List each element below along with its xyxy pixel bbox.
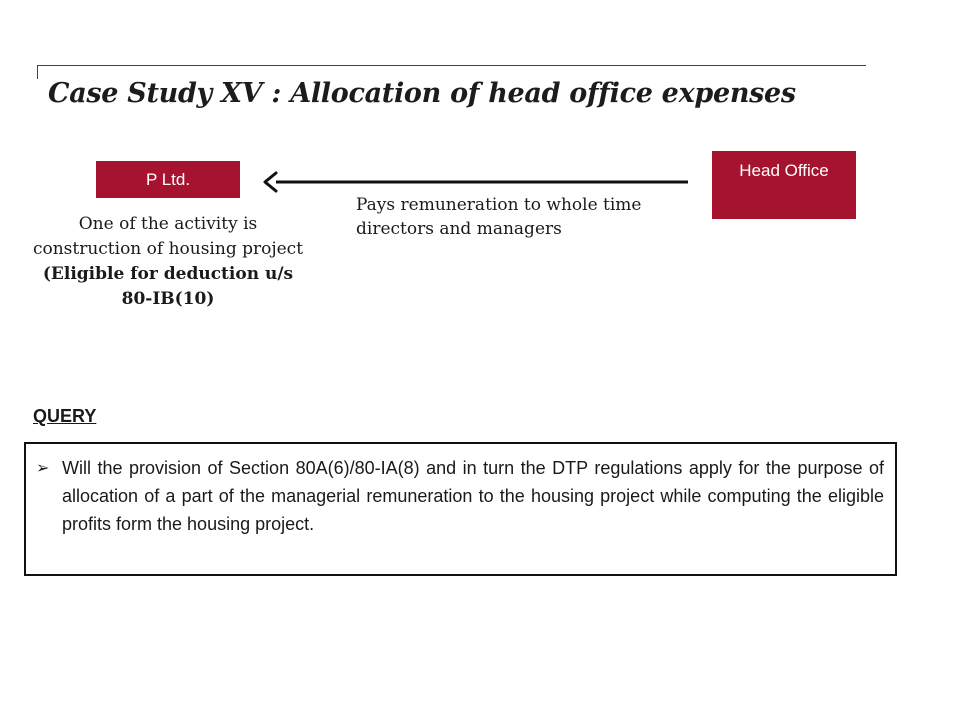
arrow-bullet-icon: ➢: [36, 458, 50, 477]
head-office-box: [712, 151, 856, 219]
activity-description: [30, 212, 306, 312]
header-rule-tick: [37, 65, 38, 79]
arrow-label: Pays remuneration to whole time directors and managers: [356, 195, 642, 239]
activity-eligibility: (Eligible for deduction u/s 80-IB(10): [42, 264, 294, 309]
query-heading: QUERY: [33, 406, 97, 426]
p-ltd-box: [96, 161, 240, 198]
header-rule: [37, 65, 866, 66]
slide-title: Case Study XV : Allocation of head office expenses: [48, 78, 796, 109]
p-ltd-label: P Ltd.: [145, 169, 191, 189]
query-text: Will the provision of Section 80A(6)/80-IA(8) and in turn the DTP regulations apply for the purpose of allocation of a part of the managerial remuneration to the housing project while computing the eligible profits form the housing project.: [62, 458, 884, 534]
head-office-label: Head Office: [739, 161, 829, 180]
query-bullet: [36, 454, 884, 538]
arrow-left-icon: [262, 170, 692, 194]
query-box: [24, 442, 897, 576]
activity-text: One of the activity is construction of housing project: [32, 214, 304, 259]
